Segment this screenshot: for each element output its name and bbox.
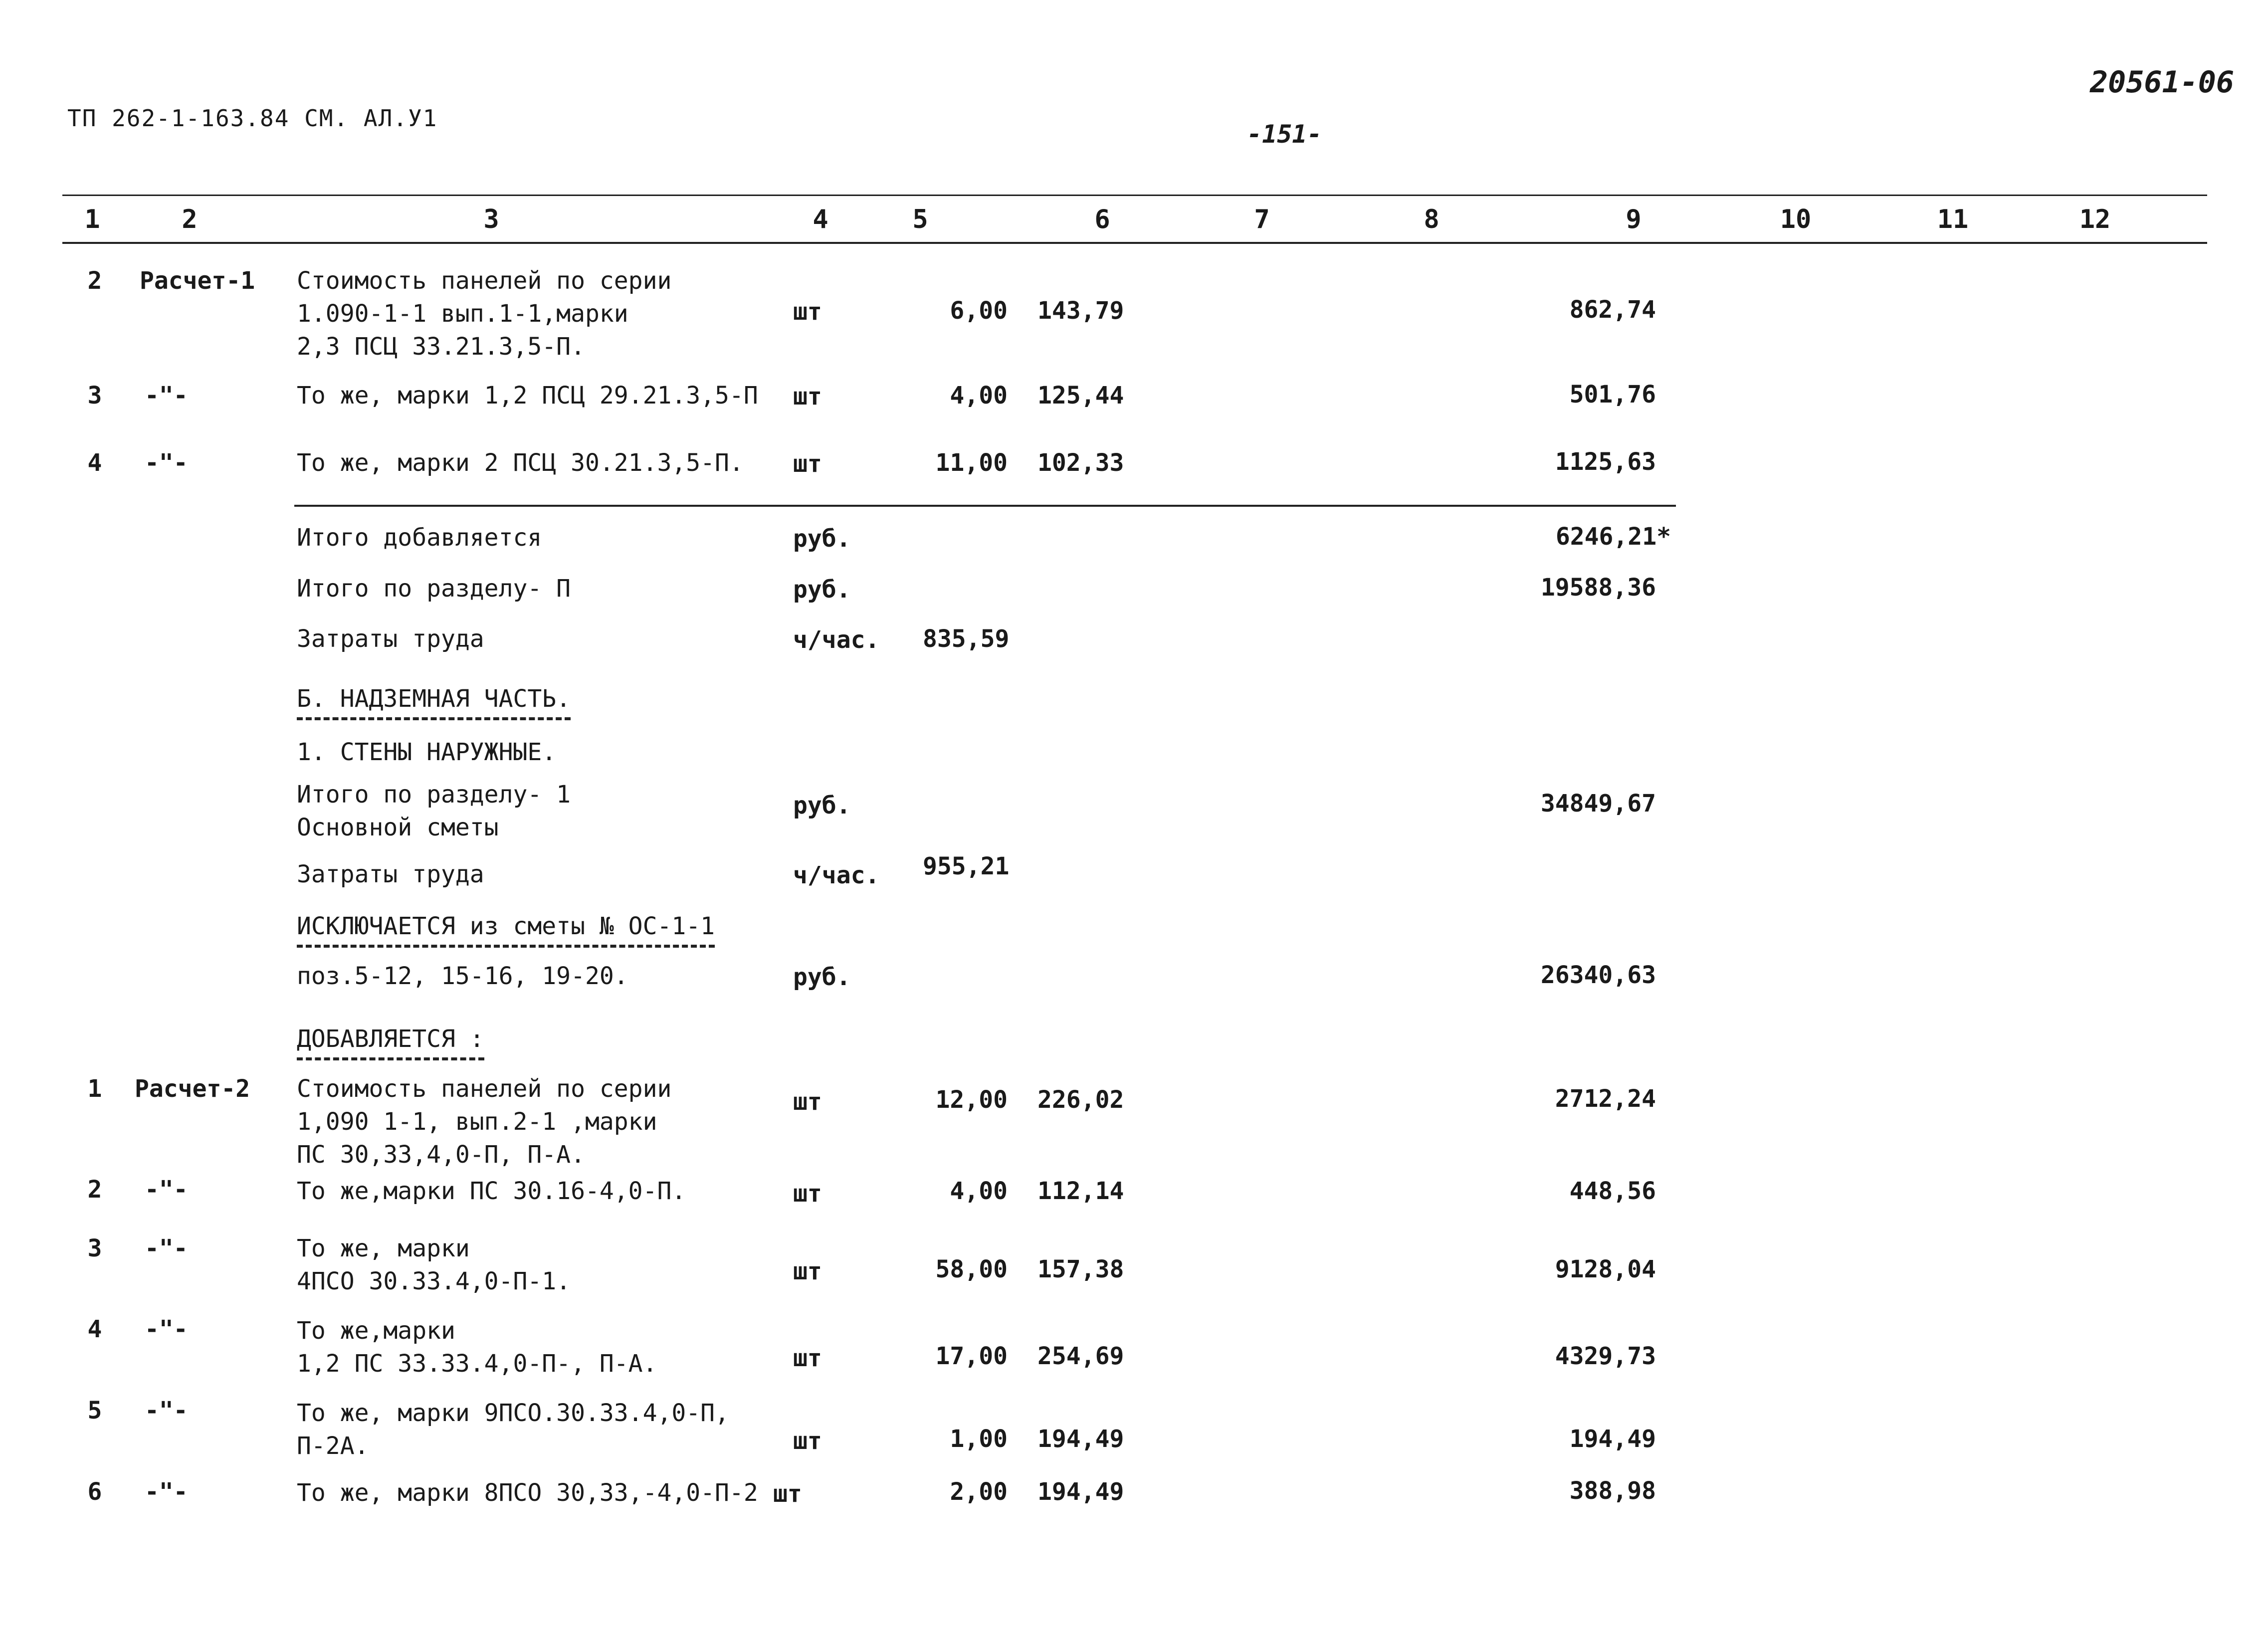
row-description: То же, марки 2 ПСЦ 30.21.3,5-П. xyxy=(297,449,744,477)
row-price: 112,14 xyxy=(1037,1177,1124,1205)
labor-cost-unit: ч/час. xyxy=(793,626,880,654)
row-unit: шт xyxy=(793,298,822,326)
labor-cost-label: Затраты труда xyxy=(297,860,484,888)
row-reference: -"- xyxy=(145,1315,188,1343)
row-index: 3 xyxy=(87,382,102,410)
section1-total-label: Итого по разделу- 1 xyxy=(297,781,571,809)
row-quantity: 17,00 xyxy=(935,1342,1008,1370)
row-index: 1 xyxy=(87,1075,102,1103)
column-number: 8 xyxy=(1424,205,1440,234)
header-bottom-rule xyxy=(62,242,2207,244)
row-description: Стоимость панелей по серии xyxy=(297,267,672,295)
column-number: 9 xyxy=(1626,205,1642,234)
labor-cost-label: Затраты труда xyxy=(297,625,484,653)
row-price: 125,44 xyxy=(1037,382,1124,410)
column-number: 11 xyxy=(1937,205,1969,234)
row-reference: -"- xyxy=(145,1176,188,1204)
row-quantity: 12,00 xyxy=(935,1086,1008,1114)
section-b-title: Б. НАДЗЕМНАЯ ЧАСТЬ. xyxy=(297,682,571,720)
row-price: 226,02 xyxy=(1037,1086,1124,1114)
row-unit: шт xyxy=(793,450,822,478)
section1-total-label: Основной сметы xyxy=(297,814,499,841)
row-index: 2 xyxy=(87,1176,102,1204)
section1-total-unit: руб. xyxy=(793,792,851,819)
column-number: 3 xyxy=(483,205,499,234)
row-quantity: 4,00 xyxy=(950,1177,1008,1205)
row-index: 2 xyxy=(87,267,102,295)
column-number: 4 xyxy=(813,205,828,234)
row-unit: шт xyxy=(793,1344,822,1372)
row-quantity: 1,00 xyxy=(950,1425,1008,1453)
column-number: 1 xyxy=(84,205,100,234)
row-reference: Расчет-1 xyxy=(140,267,255,295)
row-reference: -"- xyxy=(145,382,188,410)
document-reference: ТП 262-1-163.84 СМ. АЛ.У1 xyxy=(67,105,438,132)
row-description: Стоимость панелей по серии xyxy=(297,1075,672,1103)
row-description: 1,090 1-1, вып.2-1 ,марки xyxy=(297,1108,657,1136)
column-number: 10 xyxy=(1780,205,1812,234)
row-total: 501,76 xyxy=(1569,381,1656,409)
row-description: То же, марки xyxy=(297,1234,470,1262)
row-reference: -"- xyxy=(145,1397,188,1425)
row-description: 1,2 ПС 33.33.4,0-П-, П-А. xyxy=(297,1350,657,1378)
excluded-total: 26340,63 xyxy=(1540,961,1656,989)
row-quantity: 6,00 xyxy=(950,297,1008,325)
row-index: 4 xyxy=(87,449,102,477)
row-price: 157,38 xyxy=(1037,1255,1124,1283)
column-number: 6 xyxy=(1094,205,1110,234)
row-description: 4ПСО 30.33.4,0-П-1. xyxy=(297,1267,571,1295)
row-price: 143,79 xyxy=(1037,297,1124,325)
row-unit: шт xyxy=(793,1180,822,1208)
row-total: 4329,73 xyxy=(1555,1342,1656,1370)
document-number: 20561-06 xyxy=(2090,65,2234,100)
row-index: 3 xyxy=(87,1234,102,1262)
row-unit: шт xyxy=(793,383,822,410)
row-price: 102,33 xyxy=(1037,449,1124,477)
row-description: 1.090-1-1 вып.1-1,марки xyxy=(297,300,628,328)
total-added-value: 6246,21* xyxy=(1555,523,1671,551)
row-unit: шт xyxy=(793,1257,822,1285)
row-price: 194,49 xyxy=(1037,1478,1124,1506)
row-total: 1125,63 xyxy=(1555,448,1656,476)
labor-cost-unit: ч/час. xyxy=(793,861,880,889)
labor-cost-value: 955,21 xyxy=(923,852,1010,880)
row-quantity: 2,00 xyxy=(950,1478,1008,1506)
row-reference: -"- xyxy=(145,1234,188,1262)
page-number: -151- xyxy=(1247,120,1322,149)
row-quantity: 4,00 xyxy=(950,382,1008,410)
row-total: 9128,04 xyxy=(1555,1255,1656,1283)
excluded-title: ИСКЛЮЧАЕТСЯ из сметы № ОС-1-1 xyxy=(297,910,715,948)
labor-cost-value: 835,59 xyxy=(923,625,1010,653)
row-description: То же, марки 9ПСО.30.33.4,0-П, xyxy=(297,1399,729,1427)
row-index: 4 xyxy=(87,1315,102,1343)
subtotal-rule xyxy=(294,505,1676,507)
row-description: То же, марки 1,2 ПСЦ 29.21.3,5-П xyxy=(297,382,758,410)
row-total: 448,56 xyxy=(1569,1177,1656,1205)
row-total: 388,98 xyxy=(1569,1477,1656,1505)
row-index: 5 xyxy=(87,1397,102,1425)
section1-total-value: 34849,67 xyxy=(1540,790,1656,818)
row-total: 862,74 xyxy=(1569,296,1656,324)
row-unit: шт xyxy=(773,1480,802,1508)
excluded-positions: поз.5-12, 15-16, 19-20. xyxy=(297,962,628,990)
row-unit: шт xyxy=(793,1427,822,1455)
total-added-unit: руб. xyxy=(793,525,851,553)
row-reference: Расчет-2 xyxy=(135,1075,250,1103)
row-description: 2,3 ПСЦ 33.21.3,5-П. xyxy=(297,333,585,361)
header-top-rule xyxy=(62,195,2207,196)
total-added-label: Итого добавляется xyxy=(297,524,542,552)
row-price: 194,49 xyxy=(1037,1425,1124,1453)
column-number: 5 xyxy=(912,205,928,234)
row-index: 6 xyxy=(87,1478,102,1506)
row-price: 254,69 xyxy=(1037,1342,1124,1370)
row-quantity: 58,00 xyxy=(935,1255,1008,1283)
row-total: 2712,24 xyxy=(1555,1085,1656,1113)
section-b-subtitle: 1. СТЕНЫ НАРУЖНЫЕ. xyxy=(297,738,557,766)
excluded-unit: руб. xyxy=(793,963,851,991)
row-description: То же,марки xyxy=(297,1317,455,1345)
row-reference: -"- xyxy=(145,1478,188,1506)
row-unit: шт xyxy=(793,1088,822,1116)
section-total-value: 19588,36 xyxy=(1540,574,1656,602)
column-number: 2 xyxy=(182,205,198,234)
added-title: ДОБАВЛЯЕТСЯ : xyxy=(297,1023,484,1060)
row-description: То же, марки 8ПСО 30,33,-4,0-П-2 xyxy=(297,1479,758,1507)
row-reference: -"- xyxy=(145,449,188,477)
section-total-unit: руб. xyxy=(793,576,851,604)
row-description: ПС 30,33,4,0-П, П-А. xyxy=(297,1141,585,1169)
row-total: 194,49 xyxy=(1569,1425,1656,1453)
section-total-label: Итого по разделу- П xyxy=(297,575,571,603)
row-description: То же,марки ПС 30.16-4,0-П. xyxy=(297,1177,686,1205)
column-number: 7 xyxy=(1254,205,1270,234)
row-description: П-2А. xyxy=(297,1432,369,1460)
row-quantity: 11,00 xyxy=(935,449,1008,477)
column-number: 12 xyxy=(2079,205,2111,234)
